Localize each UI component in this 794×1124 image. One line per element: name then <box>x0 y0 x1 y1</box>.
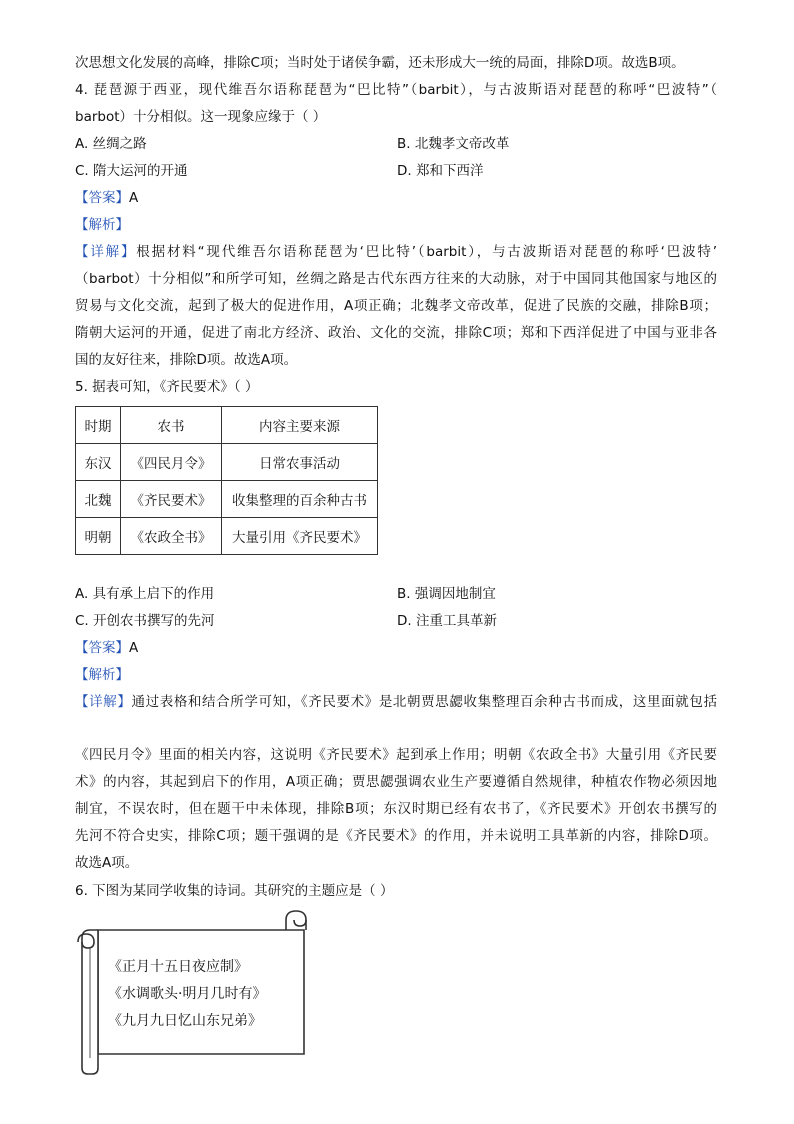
table-cell: 《农政全书》 <box>121 518 222 555</box>
q5-detail-line-6: 故选A项。 <box>75 855 139 871</box>
table-header-row <box>76 407 378 444</box>
q4-detail-line-3: 贸易与文化交流，起到了极大的促进作用，A项正确；北魏孝文帝改革，促进了民族的交融，排除B项； <box>75 298 717 314</box>
q4-stem-line-1: 4. 琵琶源于西亚，现代维吾尔语称琵琶为“巴比特”（barbit），与古波斯语对琵琶的称呼“巴波特”（ <box>75 82 717 98</box>
table-cell: 大量引用《齐民要术》 <box>222 518 378 555</box>
q4-detail-tag: 【详解】 <box>75 244 137 260</box>
table-row <box>76 481 378 518</box>
q4-answer-tag: 【答案】 <box>75 190 129 206</box>
q5-detail-tag: 【详解】 <box>75 694 132 710</box>
q6-stem: 6. 下图为某同学收集的诗词。其研究的主题应是（ ） <box>75 883 394 899</box>
table-header-cell: 农书 <box>121 407 222 444</box>
q4-option-d: D. 郑和下西洋 <box>397 163 484 179</box>
q5-option-d: D. 注重工具革新 <box>397 613 497 629</box>
q5-answer-tag: 【答案】 <box>75 640 129 656</box>
q5-detail-line-5: 先河不符合史实，排除C项；题干强调的是《齐民要术》的作用，并未说明工具革新的内容，排除D项。 <box>75 828 717 844</box>
poem-title-3: 《九月九日忆山东兄弟》 <box>108 1013 262 1029</box>
q5-option-c: C. 开创农书撰写的先河 <box>75 613 215 629</box>
table-cell: 日常农事活动 <box>222 444 378 481</box>
table-header-cell: 时期 <box>76 407 121 444</box>
q5-detail-text-1: 通过表格和结合所学可知，《齐民要术》是北朝贾思勰收集整理百余种古书而成，这里面就包括 <box>131 694 718 710</box>
table-header-cell: 内容主要来源 <box>222 407 378 444</box>
q5-detail-line-4: 制宜，不误农时，但在题干中未体现，排除B项；东汉时期已经有农书了，《齐民要术》开创农书撰写的 <box>75 801 717 817</box>
q4-detail-line-5: 国的友好往来，排除D项。故选A项。 <box>75 352 298 368</box>
q4-detail-line-1 <box>75 243 717 261</box>
q4-analysis-label: 【解析】 <box>75 217 129 233</box>
q5-option-b: B. 强调因地制宜 <box>397 586 496 602</box>
q4-option-a: A. 丝绸之路 <box>75 136 147 152</box>
table-cell: 明朝 <box>76 518 121 555</box>
poem-title-2: 《水调歌头·明月几时有》 <box>108 986 267 1002</box>
q4-analysis-tag <box>75 216 129 234</box>
q5-analysis-label: 【解析】 <box>75 667 129 683</box>
q5-analysis-tag <box>75 666 129 684</box>
q4-answer-line <box>75 189 138 207</box>
table-row <box>76 444 378 481</box>
q4-detail-line-2: （barbot）十分相似”和所学可知，丝绸之路是古代东西方往来的大动脉，对于中国同其他国家与地区的 <box>75 271 717 287</box>
table-row <box>76 518 378 555</box>
q5-option-a: A. 具有承上启下的作用 <box>75 586 215 602</box>
agri-books-table <box>75 406 378 555</box>
q4-option-c: C. 隋大运河的开通 <box>75 163 188 179</box>
intro-line: 次思想文化发展的高峰，排除C项；当时处于诸侯争霸，还未形成大一统的局面，排除D项。故选B项。 <box>75 55 685 71</box>
table-cell: 收集整理的百余种古书 <box>222 481 378 518</box>
q5-answer-value: A <box>129 640 139 656</box>
q4-stem-line-2: barbot）十分相似。这一现象应缘于（ ） <box>75 109 327 125</box>
table-cell: 《四民月令》 <box>121 444 222 481</box>
table-cell: 北魏 <box>76 481 121 518</box>
q4-option-b: B. 北魏孝文帝改革 <box>397 136 510 152</box>
poem-title-1: 《正月十五日夜应制》 <box>108 959 248 975</box>
table-cell: 东汉 <box>76 444 121 481</box>
q5-answer-line <box>75 639 138 657</box>
q5-detail-line-3: 术》的内容，其起到启下的作用，A项正确；贾思勰强调农业生产要遵循自然规律，种植农作物必须因地 <box>75 774 717 790</box>
q5-stem: 5. 据表可知，《齐民要术》（ ） <box>75 379 259 395</box>
q4-answer-value: A <box>129 190 139 206</box>
q5-detail-line-2: 《四民月令》里面的相关内容，这说明《齐民要术》起到承上作用；明朝《农政全书》大量引用《齐民要 <box>75 747 717 763</box>
q4-detail-text-1: 根据材料“现代维吾尔语称琵琶为‘巴比特’（barbit），与古波斯语对琵琶的称呼‘巴波特’ <box>136 244 718 260</box>
table-cell: 《齐民要术》 <box>121 481 222 518</box>
q4-detail-line-4: 隋朝大运河的开通，促进了南北方经济、政治、文化的交流，排除C项；郑和下西洋促进了中国与亚非各 <box>75 325 717 341</box>
q5-detail-line-1 <box>75 693 717 711</box>
